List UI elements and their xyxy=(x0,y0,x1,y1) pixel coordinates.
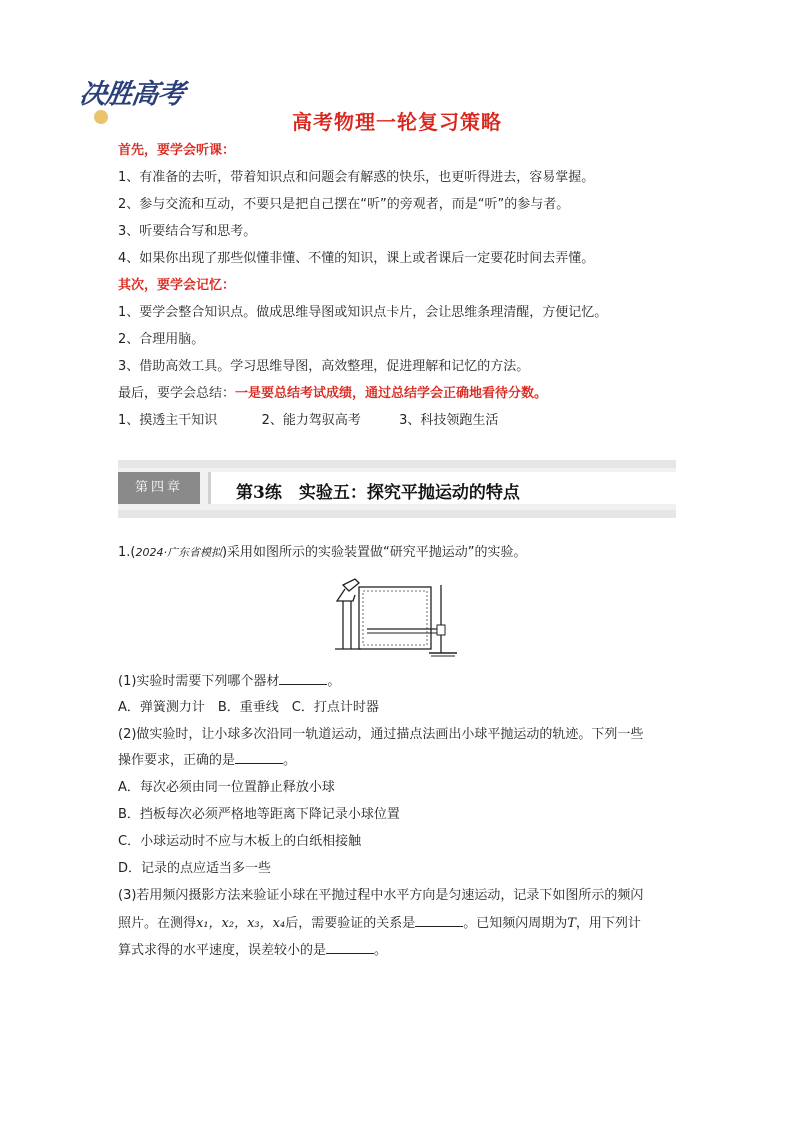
part-2-option-a: A．每次必须由同一位置静止释放小球 xyxy=(118,780,335,795)
second-item-2: 2、合理用脑。 xyxy=(118,332,205,347)
exercise-title: 第3练 实验五：探究平抛运动的特点 xyxy=(236,483,520,503)
question-source: 2024·广东省模拟 xyxy=(135,546,222,559)
second-heading: 其次，要学会记忆： xyxy=(118,278,236,293)
answer-blank-2 xyxy=(235,751,283,764)
first-item-3: 3、听要结合写和思考。 xyxy=(118,224,257,239)
apparatus-figure xyxy=(333,577,463,659)
last-emphasis: 一是要总结考试成绩，通过总结学会正确地看待分数。 xyxy=(235,386,548,401)
document-title: 高考物理一轮复习策略 xyxy=(292,110,502,134)
last-line xyxy=(118,385,547,403)
logo-text: 决胜高考 xyxy=(77,79,186,110)
first-item-1: 1、有准备的去听，带着知识点和问题会有解惑的快乐，也更听得进去，容易掌握。 xyxy=(118,170,595,185)
second-item-3: 3、借助高效工具。学习思维导图，高效整理，促进理解和记忆的方法。 xyxy=(118,359,530,374)
first-heading: 首先，要学会听课： xyxy=(118,143,236,158)
part-2-option-b: B．挡板每次必须严格地等距离下降记录小球位置 xyxy=(118,807,400,822)
answer-blank-4 xyxy=(326,941,374,954)
last-prefix: 最后，要学会总结： xyxy=(118,386,236,401)
summary-item-2: 2、能力驾驭高考 xyxy=(261,413,361,428)
part-1-options: A．弹簧测力计 B．重垂线 C．打点计时器 xyxy=(118,700,379,715)
variable-T: T xyxy=(567,916,576,931)
summary-items xyxy=(118,412,498,430)
question-stem: 1.(2024·广东省模拟)采用如图所示的实验装置做“研究平抛运动”的实验。 xyxy=(118,545,527,560)
second-item-1: 1、要学会整合知识点。做成思维导图或知识点卡片，会让思维条理清醒，方便记忆。 xyxy=(118,305,608,320)
first-item-4: 4、如果你出现了那些似懂非懂、不懂的知识，课上或者课后一定要花时间去弄懂。 xyxy=(118,251,595,266)
part-1: (1)实验时需要下列哪个器材 。 xyxy=(118,674,341,689)
summary-item-3: 3、科技领跑生活 xyxy=(399,413,499,428)
part-3-line-3: 算式求得的水平速度，误差较小的是 。 xyxy=(118,943,388,958)
part-3-line-2: 照片。在测得x₁，x₂，x₃，x₄后，需要验证的关系是 。已知频闪周期为T，用下列计 xyxy=(118,916,641,931)
variables-x: x₁，x₂，x₃，x₄ xyxy=(196,916,286,931)
summary-item-1: 1、摸透主干知识 xyxy=(118,413,218,428)
part-2-option-c: C．小球运动时不应与木板上的白纸相接触 xyxy=(118,834,362,849)
chapter-tag: 第四章 xyxy=(118,472,200,504)
chapter-banner xyxy=(118,460,676,518)
part-2-option-d: D．记录的点应适当多一些 xyxy=(118,861,272,876)
answer-blank-1 xyxy=(279,672,327,685)
part-2-line-2: 操作要求，正确的是 。 xyxy=(118,753,297,768)
part-3-line-1: (3)若用频闪摄影方法来验证小球在平抛过程中水平方向是匀速运动，记录下如图所示的频闪 xyxy=(118,888,644,903)
answer-blank-3 xyxy=(415,914,463,927)
part-2-line-1: (2)做实验时，让小球多次沿同一轨道运动，通过描点法画出小球平抛运动的轨迹。下列一些 xyxy=(118,727,644,742)
first-item-2: 2、参与交流和互动，不要只是把自己摆在“听”的旁观者，而是“听”的参与者。 xyxy=(118,197,570,212)
